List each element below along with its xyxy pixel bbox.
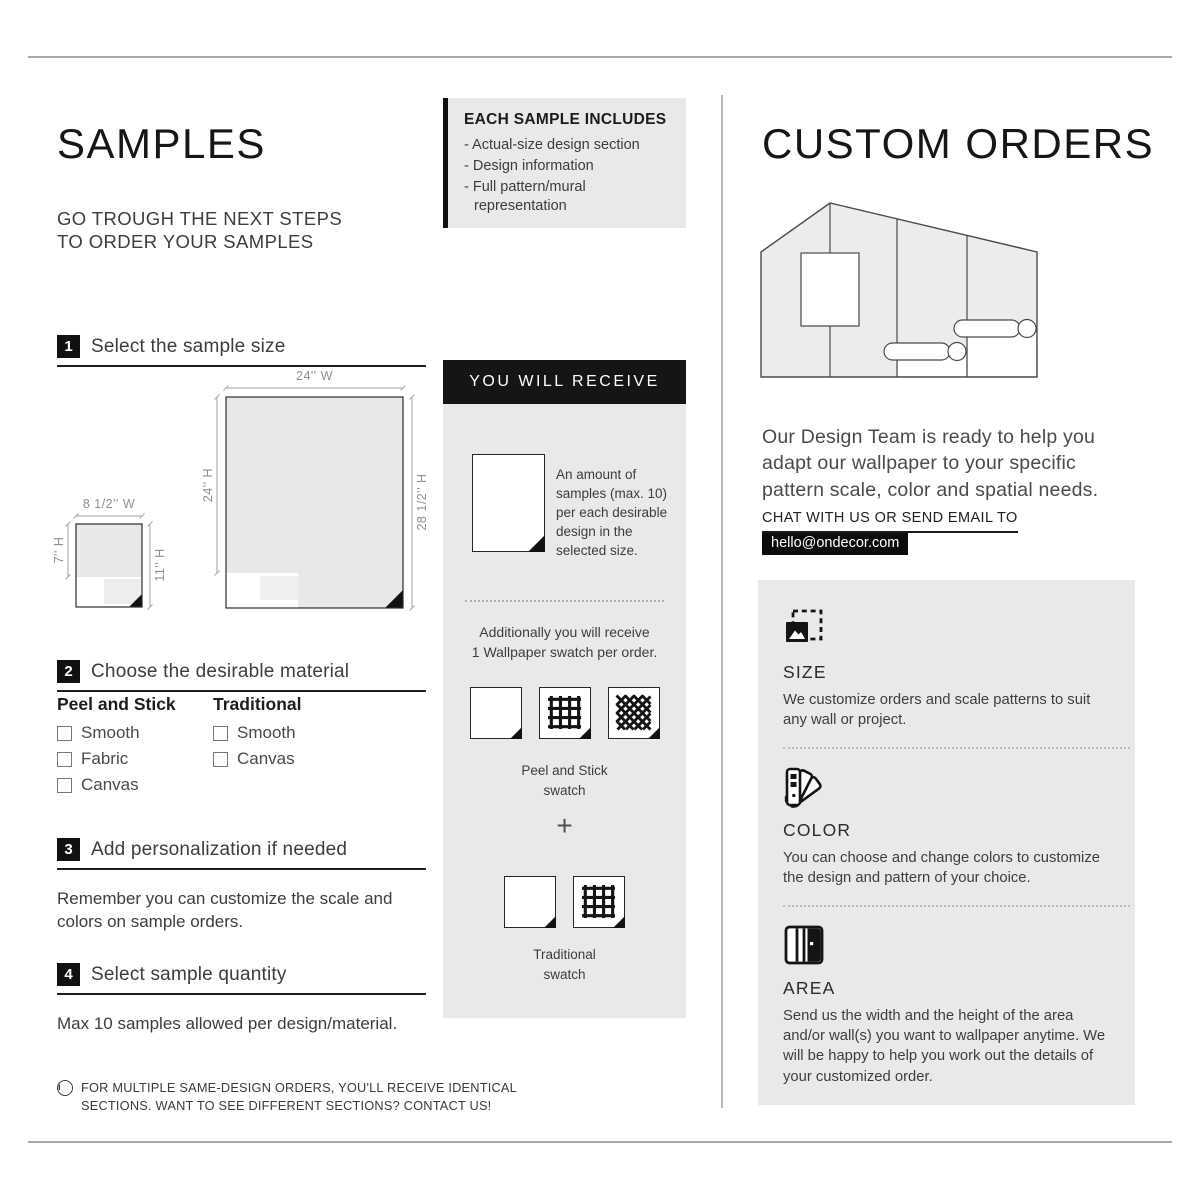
material-group-traditional	[213, 694, 301, 775]
checkbox-icon[interactable]	[213, 752, 228, 767]
material-option-smooth[interactable]	[213, 723, 301, 743]
step-number-badge: 1	[57, 335, 80, 358]
color-swatches-icon	[783, 766, 1125, 810]
feature-description: Send us the width and the height of the area and/or wall(s) you want to wallpaper anytime. We will be happy to help you work out the details of your customized order.	[783, 1007, 1106, 1085]
checkbox-icon[interactable]	[57, 778, 72, 793]
includes-title: EACH SAMPLE INCLUDES	[464, 111, 667, 128]
includes-list	[464, 136, 674, 215]
material-option-label: Fabric	[81, 749, 129, 768]
traditional-swatch-label: Traditional swatch	[533, 947, 596, 982]
plus-sign: +	[556, 810, 573, 841]
step-label: Choose the desirable material	[91, 660, 350, 682]
samples-title: SAMPLES	[57, 120, 266, 168]
intro-line: GO TROUGH THE NEXT STEPS	[57, 207, 343, 229]
dimension-label: 8 1/2'' W	[82, 497, 136, 511]
samples-intro	[57, 207, 342, 254]
custom-order-features-box	[758, 580, 1135, 1105]
material-option-label: Canvas	[237, 749, 295, 768]
includes-item: - Actual-size design section	[464, 137, 640, 153]
column-divider	[721, 95, 723, 1108]
smooth-swatch-icon	[470, 687, 522, 739]
house-wallpaper-illustration	[760, 200, 1038, 380]
step-label: Select sample quantity	[91, 963, 287, 985]
step-4-note: Max 10 samples allowed per design/material.	[57, 1014, 398, 1033]
feature-title: SIZE	[783, 662, 827, 682]
bottom-divider	[28, 1141, 1172, 1143]
grid-swatch-icon	[573, 876, 625, 928]
info-icon: i	[57, 1080, 73, 1096]
top-divider	[28, 56, 1172, 58]
dimension-label: 24'' H	[201, 467, 215, 503]
step-number-badge: 2	[57, 660, 80, 683]
checkbox-icon[interactable]	[213, 726, 228, 741]
smooth-swatch-icon	[504, 876, 556, 928]
material-option-fabric[interactable]	[57, 749, 176, 769]
material-option-label: Canvas	[81, 775, 139, 794]
checkbox-icon[interactable]	[57, 752, 72, 767]
email-address[interactable]: hello@ondecor.com	[762, 533, 908, 555]
step-4-header	[57, 963, 426, 995]
material-option-label: Smooth	[237, 723, 296, 742]
dotted-separator	[783, 747, 1130, 749]
dimension-label: 24'' W	[296, 369, 333, 383]
sample-size-diagram-small	[50, 492, 168, 614]
dimension-label: 28 1/2'' H	[415, 473, 429, 531]
canvas-crosshatch-swatch-icon	[608, 687, 660, 739]
material-option-canvas[interactable]	[57, 775, 176, 795]
sample-sheet-icon	[472, 454, 545, 552]
step-3-note: Remember you can customize the scale and colors on sample orders.	[57, 889, 393, 931]
material-option-smooth[interactable]	[57, 723, 176, 743]
feature-description: You can choose and change colors to customize the design and pattern of your choice.	[783, 849, 1100, 887]
you-will-receive-panel	[443, 404, 686, 1018]
chat-with-us-label: CHAT WITH US OR SEND EMAIL TO	[762, 510, 1018, 533]
includes-item: - Design information	[464, 157, 594, 174]
step-number-badge: 4	[57, 963, 80, 986]
material-group-title: Peel and Stick	[57, 694, 176, 714]
each-sample-includes-box	[443, 98, 686, 228]
additional-swatch-text: Additionally you will receive 1 Wallpaper swatch per order.	[471, 624, 658, 661]
peel-and-stick-swatch-row	[443, 687, 686, 739]
area-wall-icon	[783, 924, 1125, 968]
dimension-label: 7'' H	[52, 536, 66, 564]
step-3-header	[57, 838, 426, 870]
feature-color	[783, 766, 1125, 889]
feature-description: We customize orders and scale patterns to suit any wall or project.	[783, 692, 1091, 729]
feature-title: AREA	[783, 977, 836, 998]
intro-line: TO ORDER YOUR SAMPLES	[57, 230, 314, 252]
feature-size	[783, 608, 1125, 731]
step-2-header	[57, 660, 426, 692]
size-icon	[783, 608, 1125, 652]
footnote-text: FOR MULTIPLE SAME-DESIGN ORDERS, YOU'LL RECEIVE IDENTICAL SECTIONS. WANT TO SEE DIFFERENT SECTIONS? CONTACT US!	[81, 1080, 517, 1113]
step-1-header	[57, 335, 426, 367]
step-number-badge: 3	[57, 838, 80, 861]
material-option-label: Smooth	[81, 723, 140, 742]
you-will-receive-header: YOU WILL RECEIVE	[443, 360, 686, 404]
step-label: Select the sample size	[91, 335, 286, 357]
dimension-label: 11'' H	[153, 548, 167, 582]
fabric-grid-swatch-icon	[539, 687, 591, 739]
footnote	[57, 1079, 537, 1114]
custom-orders-title: CUSTOM ORDERS	[762, 120, 1155, 168]
material-group-title: Traditional	[213, 694, 302, 714]
includes-item: - Full pattern/mural representation	[464, 178, 586, 214]
dotted-separator	[465, 600, 664, 602]
feature-area	[783, 924, 1125, 1088]
traditional-swatch-row	[443, 876, 686, 928]
material-option-canvas[interactable]	[213, 749, 301, 769]
peel-and-stick-swatch-label: Peel and Stick swatch	[521, 763, 608, 798]
feature-title: COLOR	[783, 819, 852, 840]
dotted-separator	[783, 905, 1130, 907]
sample-size-diagram-large	[195, 368, 435, 614]
step-label: Add personalization if needed	[91, 838, 348, 860]
material-group-peel-and-stick	[57, 694, 176, 801]
samples-amount-text: An amount of samples (max. 10) per each desirable design in the selected size.	[556, 467, 668, 558]
design-team-paragraph: Our Design Team is ready to help you adapt our wallpaper to your specific pattern scale, color and spatial needs.	[762, 425, 1099, 502]
checkbox-icon[interactable]	[57, 726, 72, 741]
